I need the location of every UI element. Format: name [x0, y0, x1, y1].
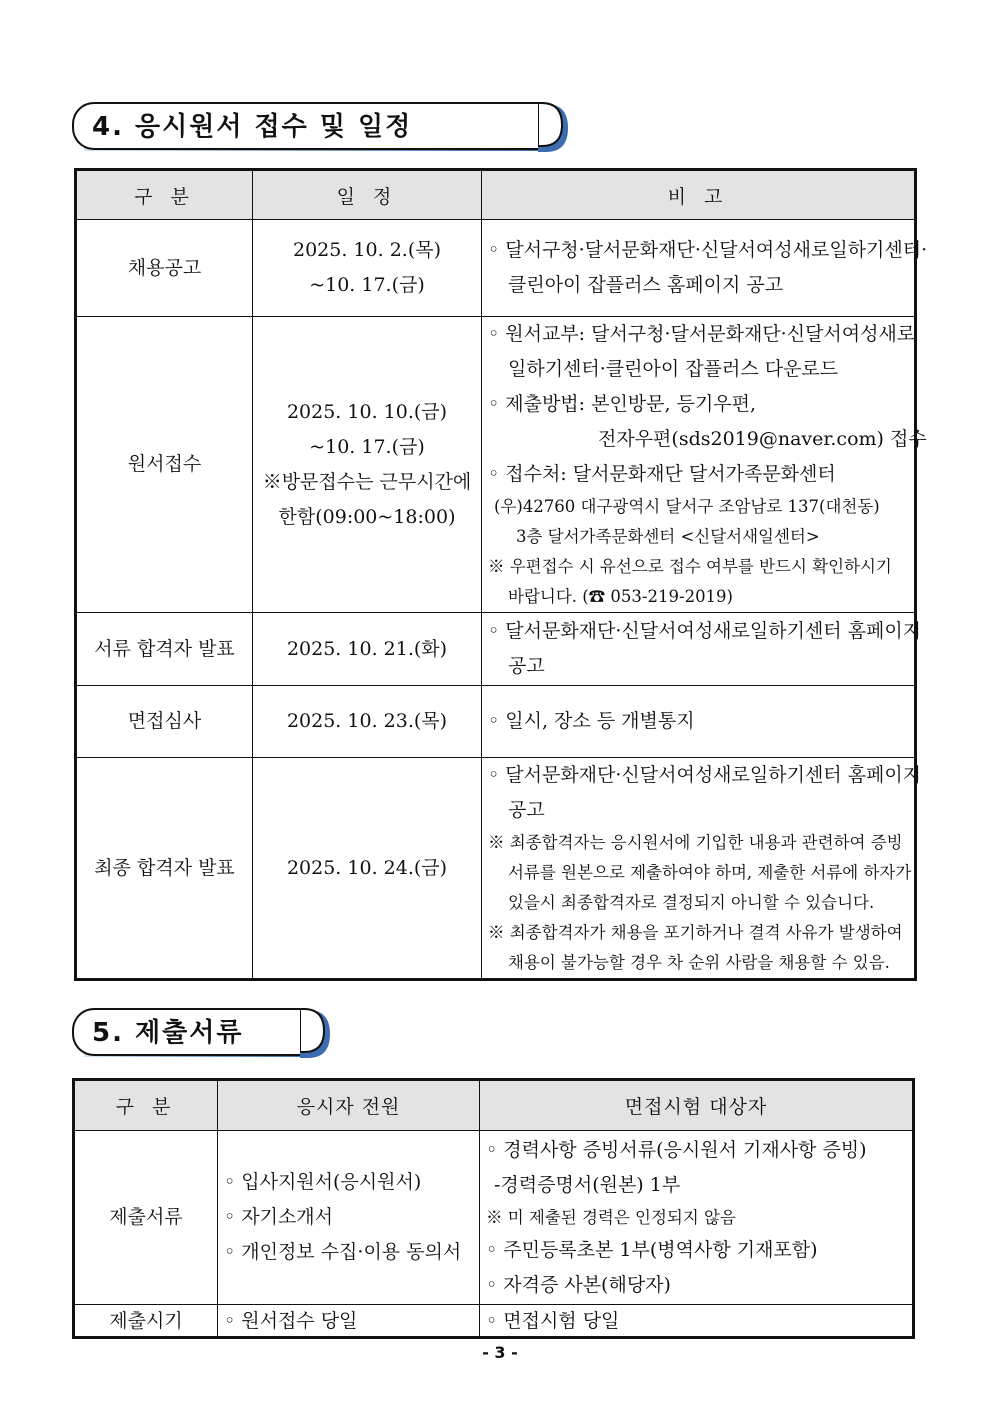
- header-all-applicants: 응시자 전원: [218, 1081, 480, 1131]
- row-category: 채용공고: [77, 220, 253, 317]
- row-schedule: 2025. 10. 10.(금) ~10. 17.(금) ※방문접수는 근무시간에 한함(09:00~18:00): [253, 317, 482, 613]
- page-number: - 3 -: [482, 1343, 518, 1362]
- schedule-table: [76, 170, 928, 979]
- header-category: 구 분: [75, 1081, 218, 1131]
- table-row: [75, 1131, 913, 1305]
- schedule-header-row: [77, 171, 915, 220]
- documents-header-row: [75, 1081, 913, 1131]
- table-row: [77, 317, 915, 613]
- header-schedule: 일 정: [253, 171, 482, 220]
- table-row: [75, 1305, 913, 1337]
- row-all-applicants: ◦ 원서접수 당일: [218, 1305, 480, 1337]
- documents-table: [74, 1080, 913, 1337]
- row-category: 서류 합격자 발표: [77, 613, 253, 686]
- table-row: [77, 758, 915, 979]
- row-notes: ◦ 원서교부: 달서구청·달서문화재단·신달서여성새로 일하기센터·클린아이 잡플러스 다운로드 ◦ 제출방법: 본인방문, 등기우편, 전자우편(sds2019@naver.com) 접수 ◦ 접수처: 달서문화재단 달서가족문화센터 (우)42760 대구광역시 달서구 조암남로 137(대천동) 3층 달서가족문화센터 <신달서새일센터> ※ 우편접수 시 유선으로 접수 여부를 반드시 확인하시기 바랍니다. (☎ 053-219-2019): [482, 317, 915, 613]
- row-all-applicants: ◦ 입사지원서(응시원서) ◦ 자기소개서 ◦ 개인정보 수집·이용 동의서: [218, 1131, 480, 1305]
- row-schedule: 2025. 10. 2.(목) ~10. 17.(금): [253, 220, 482, 317]
- row-schedule: 2025. 10. 23.(목): [253, 686, 482, 758]
- heading-cap: [538, 102, 572, 154]
- table-row: [77, 220, 915, 317]
- row-schedule: 2025. 10. 21.(화): [253, 613, 482, 686]
- table-row: [77, 686, 915, 758]
- header-notes: 비 고: [482, 171, 915, 220]
- row-interview: ◦ 면접시험 당일: [480, 1305, 913, 1337]
- row-interview: ◦ 경력사항 증빙서류(응시원서 기재사항 증빙) -경력증명서(원본) 1부 ※ 미 제출된 경력은 인정되지 않음 ◦ 주민등록초본 1부(병역사항 기재포함) ◦ 자격증 사본(해당자): [480, 1131, 913, 1305]
- row-category: 최종 합격자 발표: [77, 758, 253, 979]
- row-notes: ◦ 달서문화재단·신달서여성새로일하기센터 홈페이지 공고: [482, 613, 915, 686]
- row-notes: ◦ 일시, 장소 등 개별통지: [482, 686, 915, 758]
- header-interview: 면접시험 대상자: [480, 1081, 913, 1131]
- row-notes: ◦ 달서문화재단·신달서여성새로일하기센터 홈페이지 공고 ※ 최종합격자는 응시원서에 기입한 내용과 관련하여 증빙 서류를 원본으로 제출하여야 하며, 제출한 서류에 하자가 있을시 최종합격자로 결정되지 아니할 수 있습니다. ※ 최종합격자가 채용을 포기하거나 결격 사유가 발생하여 채용이 불가능할 경우 차 순위 사람을 채용할 수 있음.: [482, 758, 915, 979]
- row-category: 면접심사: [77, 686, 253, 758]
- row-category: 제출시기: [75, 1305, 218, 1337]
- row-schedule: 2025. 10. 24.(금): [253, 758, 482, 979]
- row-category: 제출서류: [75, 1131, 218, 1305]
- section4-title: 4. 응시원서 접수 및 일정: [92, 112, 413, 142]
- header-category: 구 분: [77, 171, 253, 220]
- row-category: 원서접수: [77, 317, 253, 613]
- heading-cap: [300, 1008, 334, 1060]
- table-row: [77, 613, 915, 686]
- row-notes: ◦ 달서구청·달서문화재단·신달서여성새로일하기센터· 클린아이 잡플러스 홈페이지 공고: [482, 220, 915, 317]
- section5-title: 5. 제출서류: [92, 1018, 244, 1048]
